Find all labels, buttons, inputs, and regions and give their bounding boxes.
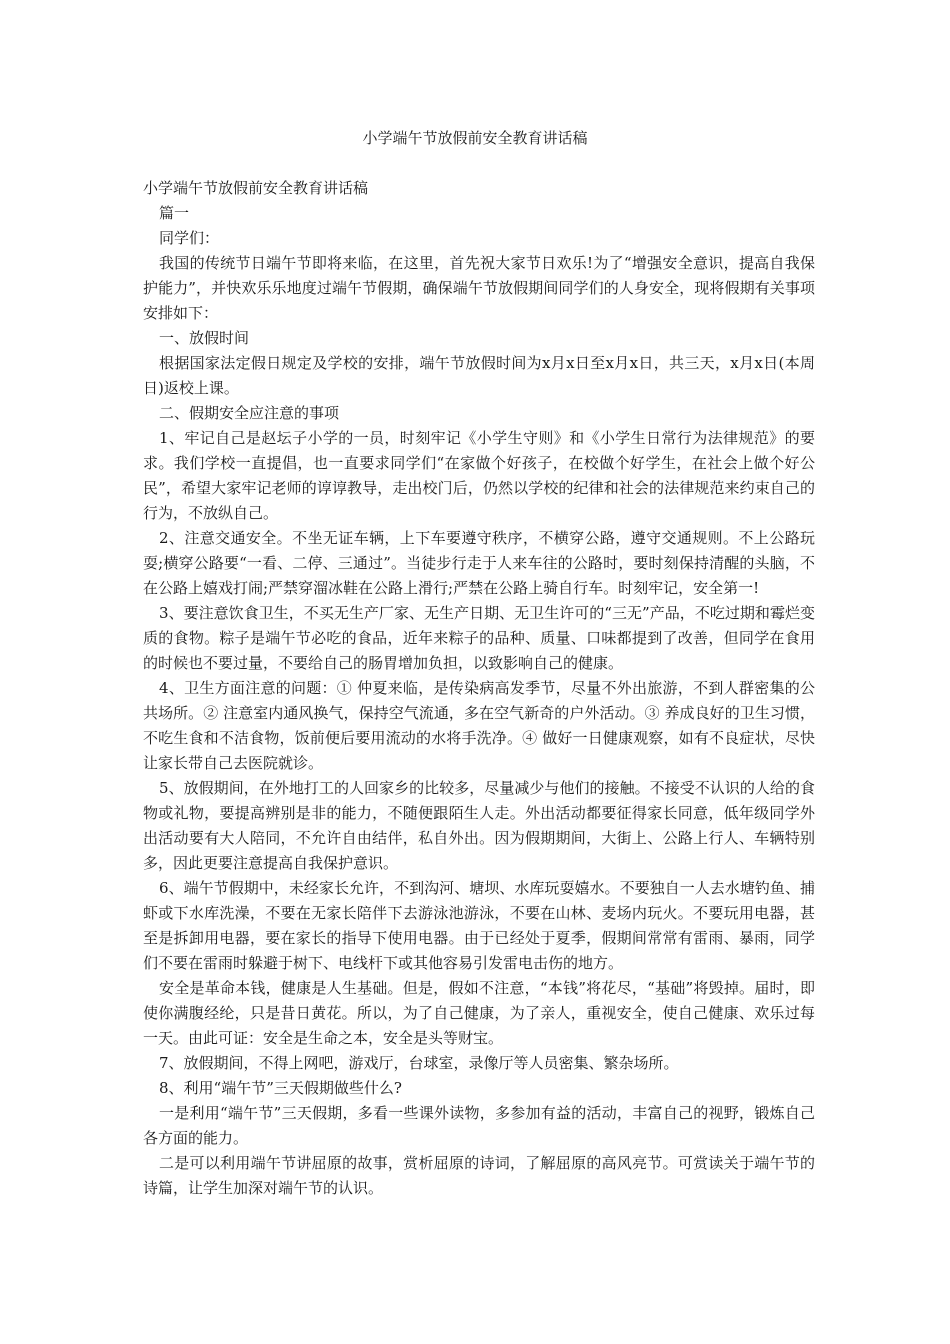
paragraph: 7、放假期间，不得上网吧，游戏厅，台球室，录像厅等人员密集、繁杂场所。 <box>159 1054 679 1072</box>
paragraph: 我国的传统节日端午节即将来临，在这里，首先祝大家节日欢乐!为了“增强安全意识，提高自我保护能力”，并快欢乐乐地度过端午节假期，确保端午节放假期间同学们的人身安全，现将假期有关事项安排如下： <box>143 254 815 322</box>
paragraph: 一、放假时间 <box>159 329 250 347</box>
paragraph: 二是可以利用端午节讲屈原的故事，赏析屈原的诗词，了解屈原的高风亮节。可赏读关于端午节的诗篇，让学生加深对端午节的认识。 <box>143 1154 815 1197</box>
paragraph: 6、端午节假期中，未经家长允许，不到沟河、塘坝、水库玩耍嬉水。不要独自一人去水塘钓鱼、捕虾或下水库洗澡，不要在无家长陪伴下去游泳池游泳，不要在山林、麦场内玩火。不要玩用电器，甚至是拆卸用电器，要在家长的指导下使用电器。由于已经处于夏季，假期间常常有雷雨、暴雨，同学们不要在雷雨时躲避于树下、电线杆下或其他容易引发雷电击伤的地方。 <box>143 879 815 972</box>
paragraph: 5、放假期间，在外地打工的人回家乡的比较多，尽量减少与他们的接触。不接受不认识的人给的食物或礼物，要提高辨别是非的能力，不随便跟陌生人走。外出活动都要征得家长同意，低年级同学外出活动要有大人陪同，不允许自由结伴，私自外出。因为假期期间，大街上、公路上行人、车辆特别多，因此更要注意提高自我保护意识。 <box>143 779 815 872</box>
paragraph: 篇一 <box>159 204 190 222</box>
paragraph: 根据国家法定假日规定及学校的安排，端午节放假时间为x月x日至x月x日，共三天，x月x日(本周日)返校上课。 <box>143 354 815 397</box>
paragraph: 4、卫生方面注意的问题：① 仲夏来临，是传染病高发季节，尽量不外出旅游，不到人群密集的公共场所。② 注意室内通风换气，保持空气流通，多在空气新奇的户外活动。③ 养成良好的卫生习惯，不吃生食和不洁食物，饭前便后要用流动的水将手洗净。④ 做好一日健康观察，如有不良症状，尽快让家长带自己去医院就诊。 <box>143 679 815 772</box>
paragraph: 1、牢记自己是赵坛子小学的一员，时刻牢记《小学生守则》和《小学生日常行为法律规范》的要求。我们学校一直提倡，也一直要求同学们“在家做个好孩子，在校做个好学生，在社会上做个好公民”，希望大家牢记老师的谆谆教导，走出校门后，仍然以学校的纪律和社会的法律规范来约束自己的行为，不放纵自己。 <box>143 429 815 522</box>
paragraph: 2、注意交通安全。不坐无证车辆，上下车要遵守秩序，不横穿公路，遵守交通规则。不上公路玩耍;横穿公路要“一看、二停、三通过”。当徒步行走于人来车往的公路时，要时刻保持清醒的头脑，不在公路上嬉戏打闹;严禁穿溜冰鞋在公路上滑行;严禁在公路上骑自行车。时刻牢记，安全第一! <box>143 529 815 597</box>
paragraph: 同学们： <box>159 229 220 247</box>
document-body <box>143 176 815 1201</box>
document-title: 小学端午节放假前安全教育讲话稿 <box>362 129 588 147</box>
paragraph: 3、要注意饮食卫生，不买无生产厂家、无生产日期、无卫生许可的“三无”产品，不吃过期和霉烂变质的食物。粽子是端午节必吃的食品，近年来粽子的品种、质量、口味都提到了改善，但同学在食用的时候也不要过量，不要给自己的肠胃增加负担，以致影响自己的健康。 <box>143 604 815 672</box>
paragraph: 二、假期安全应注意的事项 <box>159 404 340 422</box>
paragraph: 安全是革命本钱，健康是人生基础。但是，假如不注意，“本钱”将花尽，“基础”将毁掉。届时，即使你满腹经纶，只是昔日黄花。所以，为了自己健康，为了亲人，重视安全，使自己健康、欢乐过每一天。由此可证：安全是生命之本，安全是头等财宝。 <box>143 979 815 1047</box>
paragraph: 8、利用“端午节”三天假期做些什么? <box>159 1079 402 1097</box>
document-subtitle: 小学端午节放假前安全教育讲话稿 <box>143 179 369 197</box>
paragraph: 一是利用“端午节”三天假期，多看一些课外读物，多参加有益的活动，丰富自己的视野，锻炼自己各方面的能力。 <box>143 1104 815 1147</box>
